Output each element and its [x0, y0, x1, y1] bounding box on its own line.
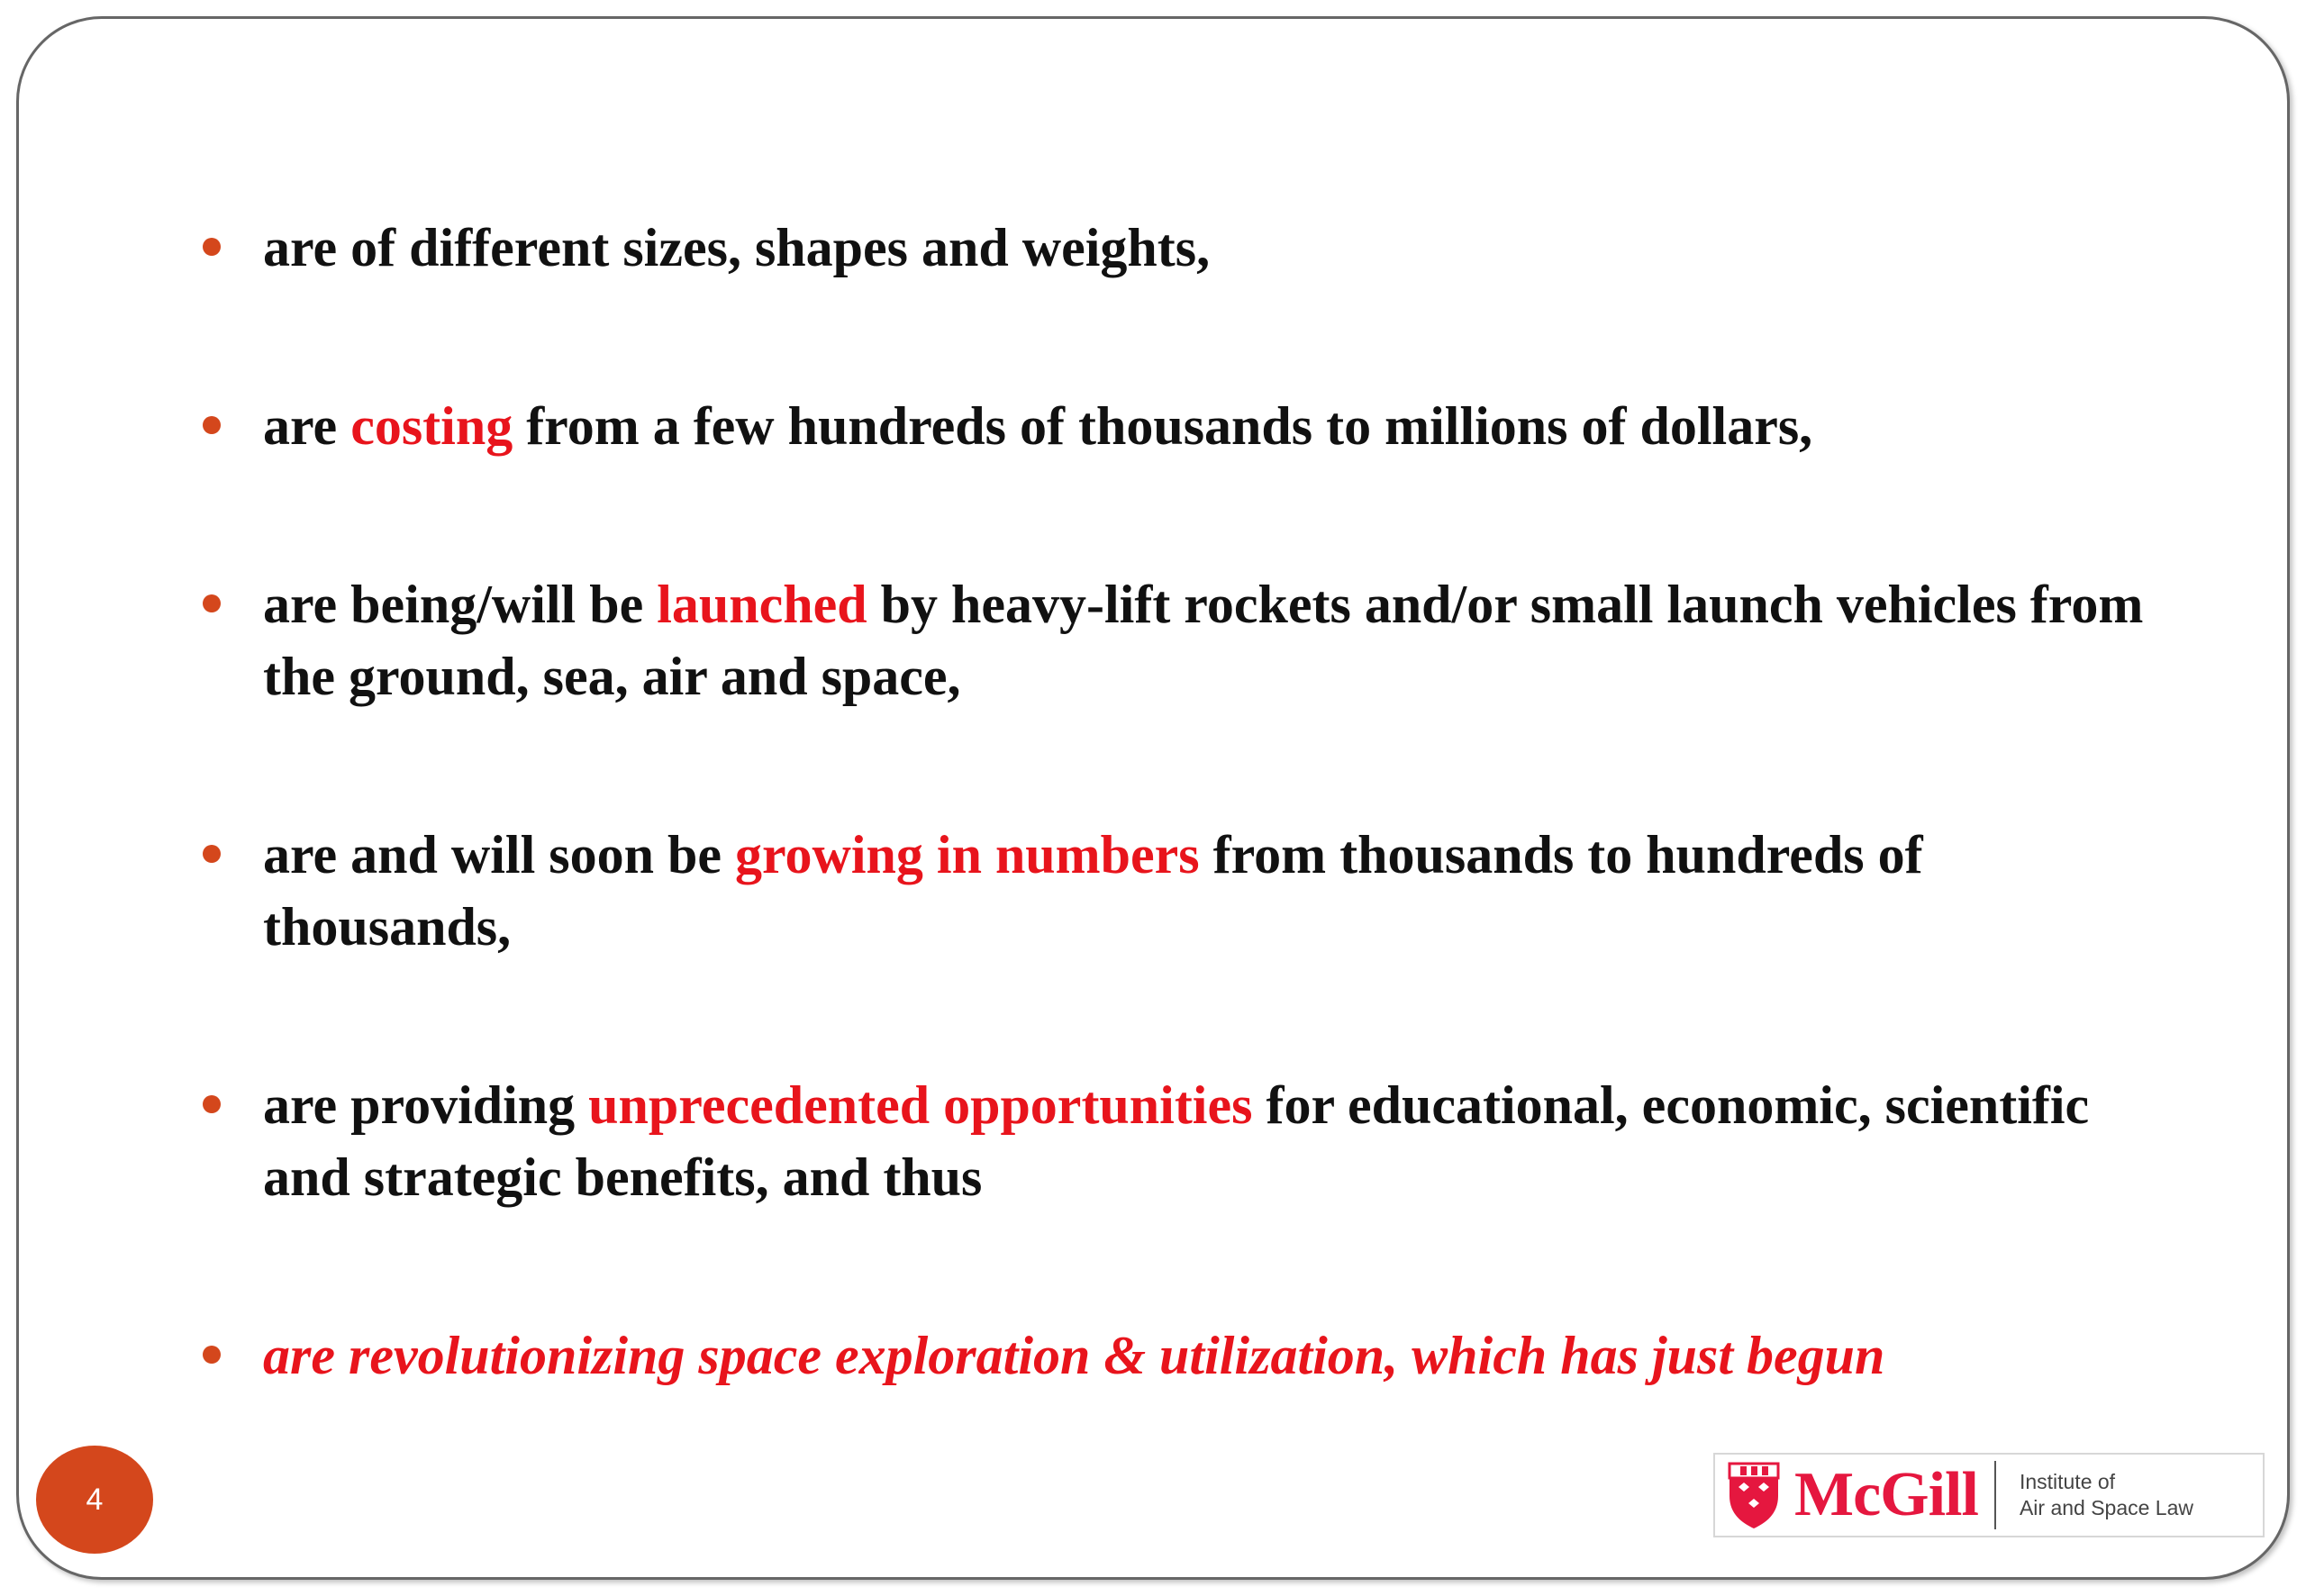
bullet-highlight: growing in numbers: [734, 825, 1200, 884]
institute-line-1: Institute of: [2019, 1470, 2116, 1493]
crest-icon: [1726, 1460, 1782, 1530]
bullet-item: [194, 212, 2175, 284]
logo-wordmark: McGill: [1794, 1460, 1978, 1529]
bullet-highlight: costing: [350, 396, 513, 456]
bullet-text: are of different sizes, shapes and weights,: [263, 218, 1211, 277]
bullet-text: are: [263, 396, 351, 456]
bullet-list: [194, 212, 2175, 1392]
bullet-text: are being/will be: [263, 575, 658, 634]
bullet-text: from thousands to hundreds of thousands,: [263, 825, 1923, 957]
bullet-dot-icon: [203, 416, 221, 434]
institute-line-2: Air and Space Law: [2019, 1496, 2194, 1519]
bullet-dot-icon: [203, 1346, 221, 1364]
bullet-text: for educational, economic, scientific and strategic benefits, and thus: [263, 1075, 2090, 1207]
bullet-dot-icon: [203, 1095, 221, 1113]
mcgill-logo: [1713, 1453, 2265, 1537]
bullet-conclusion: are revolutionizing space exploration & utilization, which has just begun: [263, 1326, 1885, 1385]
page-number: 4: [86, 1482, 104, 1517]
page-number-badge: [36, 1446, 153, 1554]
bullet-item: [194, 390, 2175, 462]
bullet-highlight: launched: [657, 575, 867, 634]
bullet-item: [194, 568, 2175, 712]
bullet-dot-icon: [203, 594, 221, 612]
bullet-item: [194, 1069, 2175, 1213]
bullet-text: are providing: [263, 1075, 589, 1135]
bullet-text: are and will soon be: [263, 825, 735, 884]
bullet-dot-icon: [203, 238, 221, 256]
bullet-text: from a few hundreds of thousands to millions of dollars,: [513, 396, 1813, 456]
bullet-highlight: unprecedented opportunities: [588, 1075, 1253, 1135]
bullet-item: [194, 1319, 2175, 1392]
bullet-item: [194, 819, 2175, 963]
logo-divider: [1994, 1461, 1996, 1529]
institute-label: [2020, 1469, 2193, 1521]
bullet-text: by heavy-lift rockets and/or small launch vehicles from the ground, sea, air and space,: [263, 575, 2144, 706]
bullet-dot-icon: [203, 845, 221, 863]
